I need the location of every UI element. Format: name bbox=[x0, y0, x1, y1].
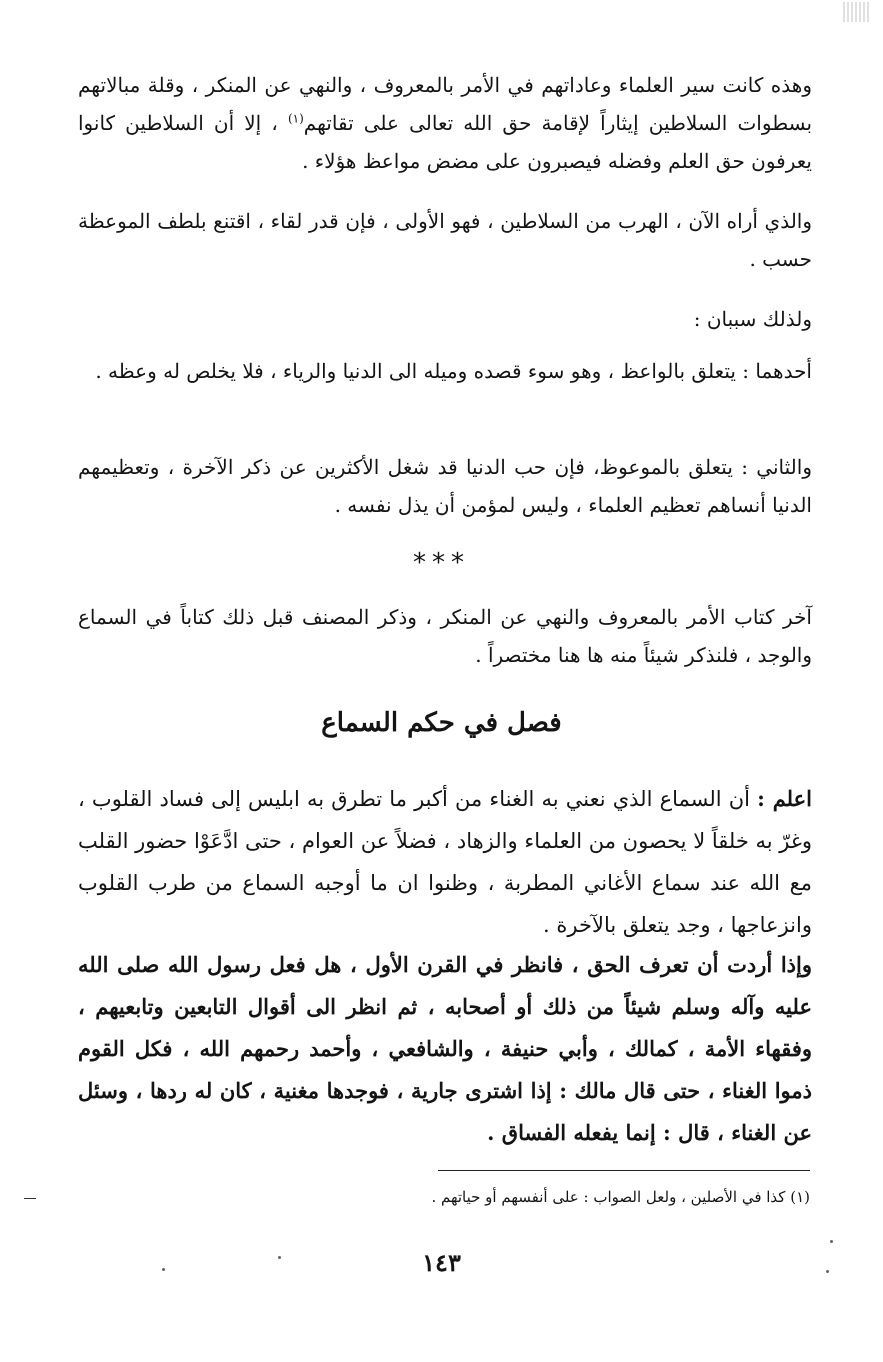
paragraph-text: أن السماع الذي نعني به الغناء من أكبر ما تطرق به ابليس إلى فساد القلوب ، وغرّ به خلقاً لا يحصون من العلماء والزهاد ، فضلاً عن العوام ، حتى ادَّعَوْا حضور القلب مع الله عند سماع الأغاني المطربة ، وظنوا ان ما أوجبه السماع من طرب القلوب وانزعاجها ، وجد يتعلق بالآخرة . bbox=[78, 787, 812, 937]
paragraph-flee-sultans: والذي أراه الآن ، الهرب من السلاطين ، فهو الأولى ، فإن قدر لقاء ، اقتنع بلطف الموعظة حسب . bbox=[78, 209, 813, 271]
page-number: ١٤٣ bbox=[422, 1248, 461, 1277]
scan-speck bbox=[278, 1256, 281, 1259]
footnote-rule bbox=[438, 1170, 810, 1171]
margin-mark bbox=[24, 1198, 36, 1199]
section-heading: فصل في حكم السماع bbox=[321, 708, 562, 738]
scan-speck bbox=[826, 1270, 829, 1273]
scan-corner-mark bbox=[843, 2, 869, 22]
paragraph-first-generation: وإذا أردت أن تعرف الحق ، فانظر في القرن الأول ، هل فعل رسول الله صلى الله عليه وآله وسلم شيئاً من ذلك أو أصحابه ، ثم انظر الى أقوال التابعين وتابعيهم ، وفقهاء الأمة ، كمالك ، وأبي حنيفة ، والشافعي ، وأحمد رحمهم الله ، فكل القوم ذموا الغناء ، حتى قال مالك : إذا اشترى جارية ، فوجدها مغنية ، كان له ردها ، وسئل عن الغناء ، قال : إنما يفعله الفساق . bbox=[78, 952, 812, 1145]
paragraph-end-of-book: آخر كتاب الأمر بالمعروف والنهي عن المنكر ، وذكر المصنف قبل ذلك كتاباً في السماع والوجد ، فلنذكر شيئاً منه ها هنا مختصراً . bbox=[78, 605, 812, 667]
section-separator: *** bbox=[413, 548, 470, 578]
footnote: (١) كذا في الأصلين ، ولعل الصواب : على أنفسهم أو حياتهم . bbox=[431, 1188, 810, 1206]
paragraph-text-tail: ، إلا أن السلاطين كانوا يعرفون حق العلم وفضله فيصبرون على مضض مواعظ هؤلاء . bbox=[78, 111, 812, 173]
paragraph-first-reason: أحدهما : يتعلق بالواعظ ، وهو سوء قصده وميله الى الدنيا والرياء ، فلا يخلص له وعظه . bbox=[95, 359, 812, 383]
paragraph-second-reason: والثاني : يتعلق بالموعوظ، فإن حب الدنيا قد شغل الأكثرين عن ذكر الآخرة ، وتعظيمهم الدنيا أنساهم تعظيم العلماء ، وليس لمؤمن أن يذل نفسه . bbox=[78, 455, 812, 517]
scan-speck bbox=[830, 1240, 833, 1243]
footnote-marker: (١) bbox=[287, 111, 304, 126]
scan-speck bbox=[162, 1268, 165, 1271]
paragraph-text: وهذه كانت سير العلماء وعاداتهم في الأمر بالمعروف ، والنهي عن المنكر ، وقلة مبالاتهم بسطوات السلاطين إيثاراً لإقامة حق الله تعالى على تقاتهم bbox=[78, 73, 813, 135]
paragraph-scholars-conduct bbox=[78, 66, 812, 180]
paragraph-two-reasons: ولذلك سببان : bbox=[693, 307, 812, 331]
paragraph-know-that bbox=[78, 778, 812, 946]
section-lead-word: اعلم : bbox=[757, 786, 813, 811]
